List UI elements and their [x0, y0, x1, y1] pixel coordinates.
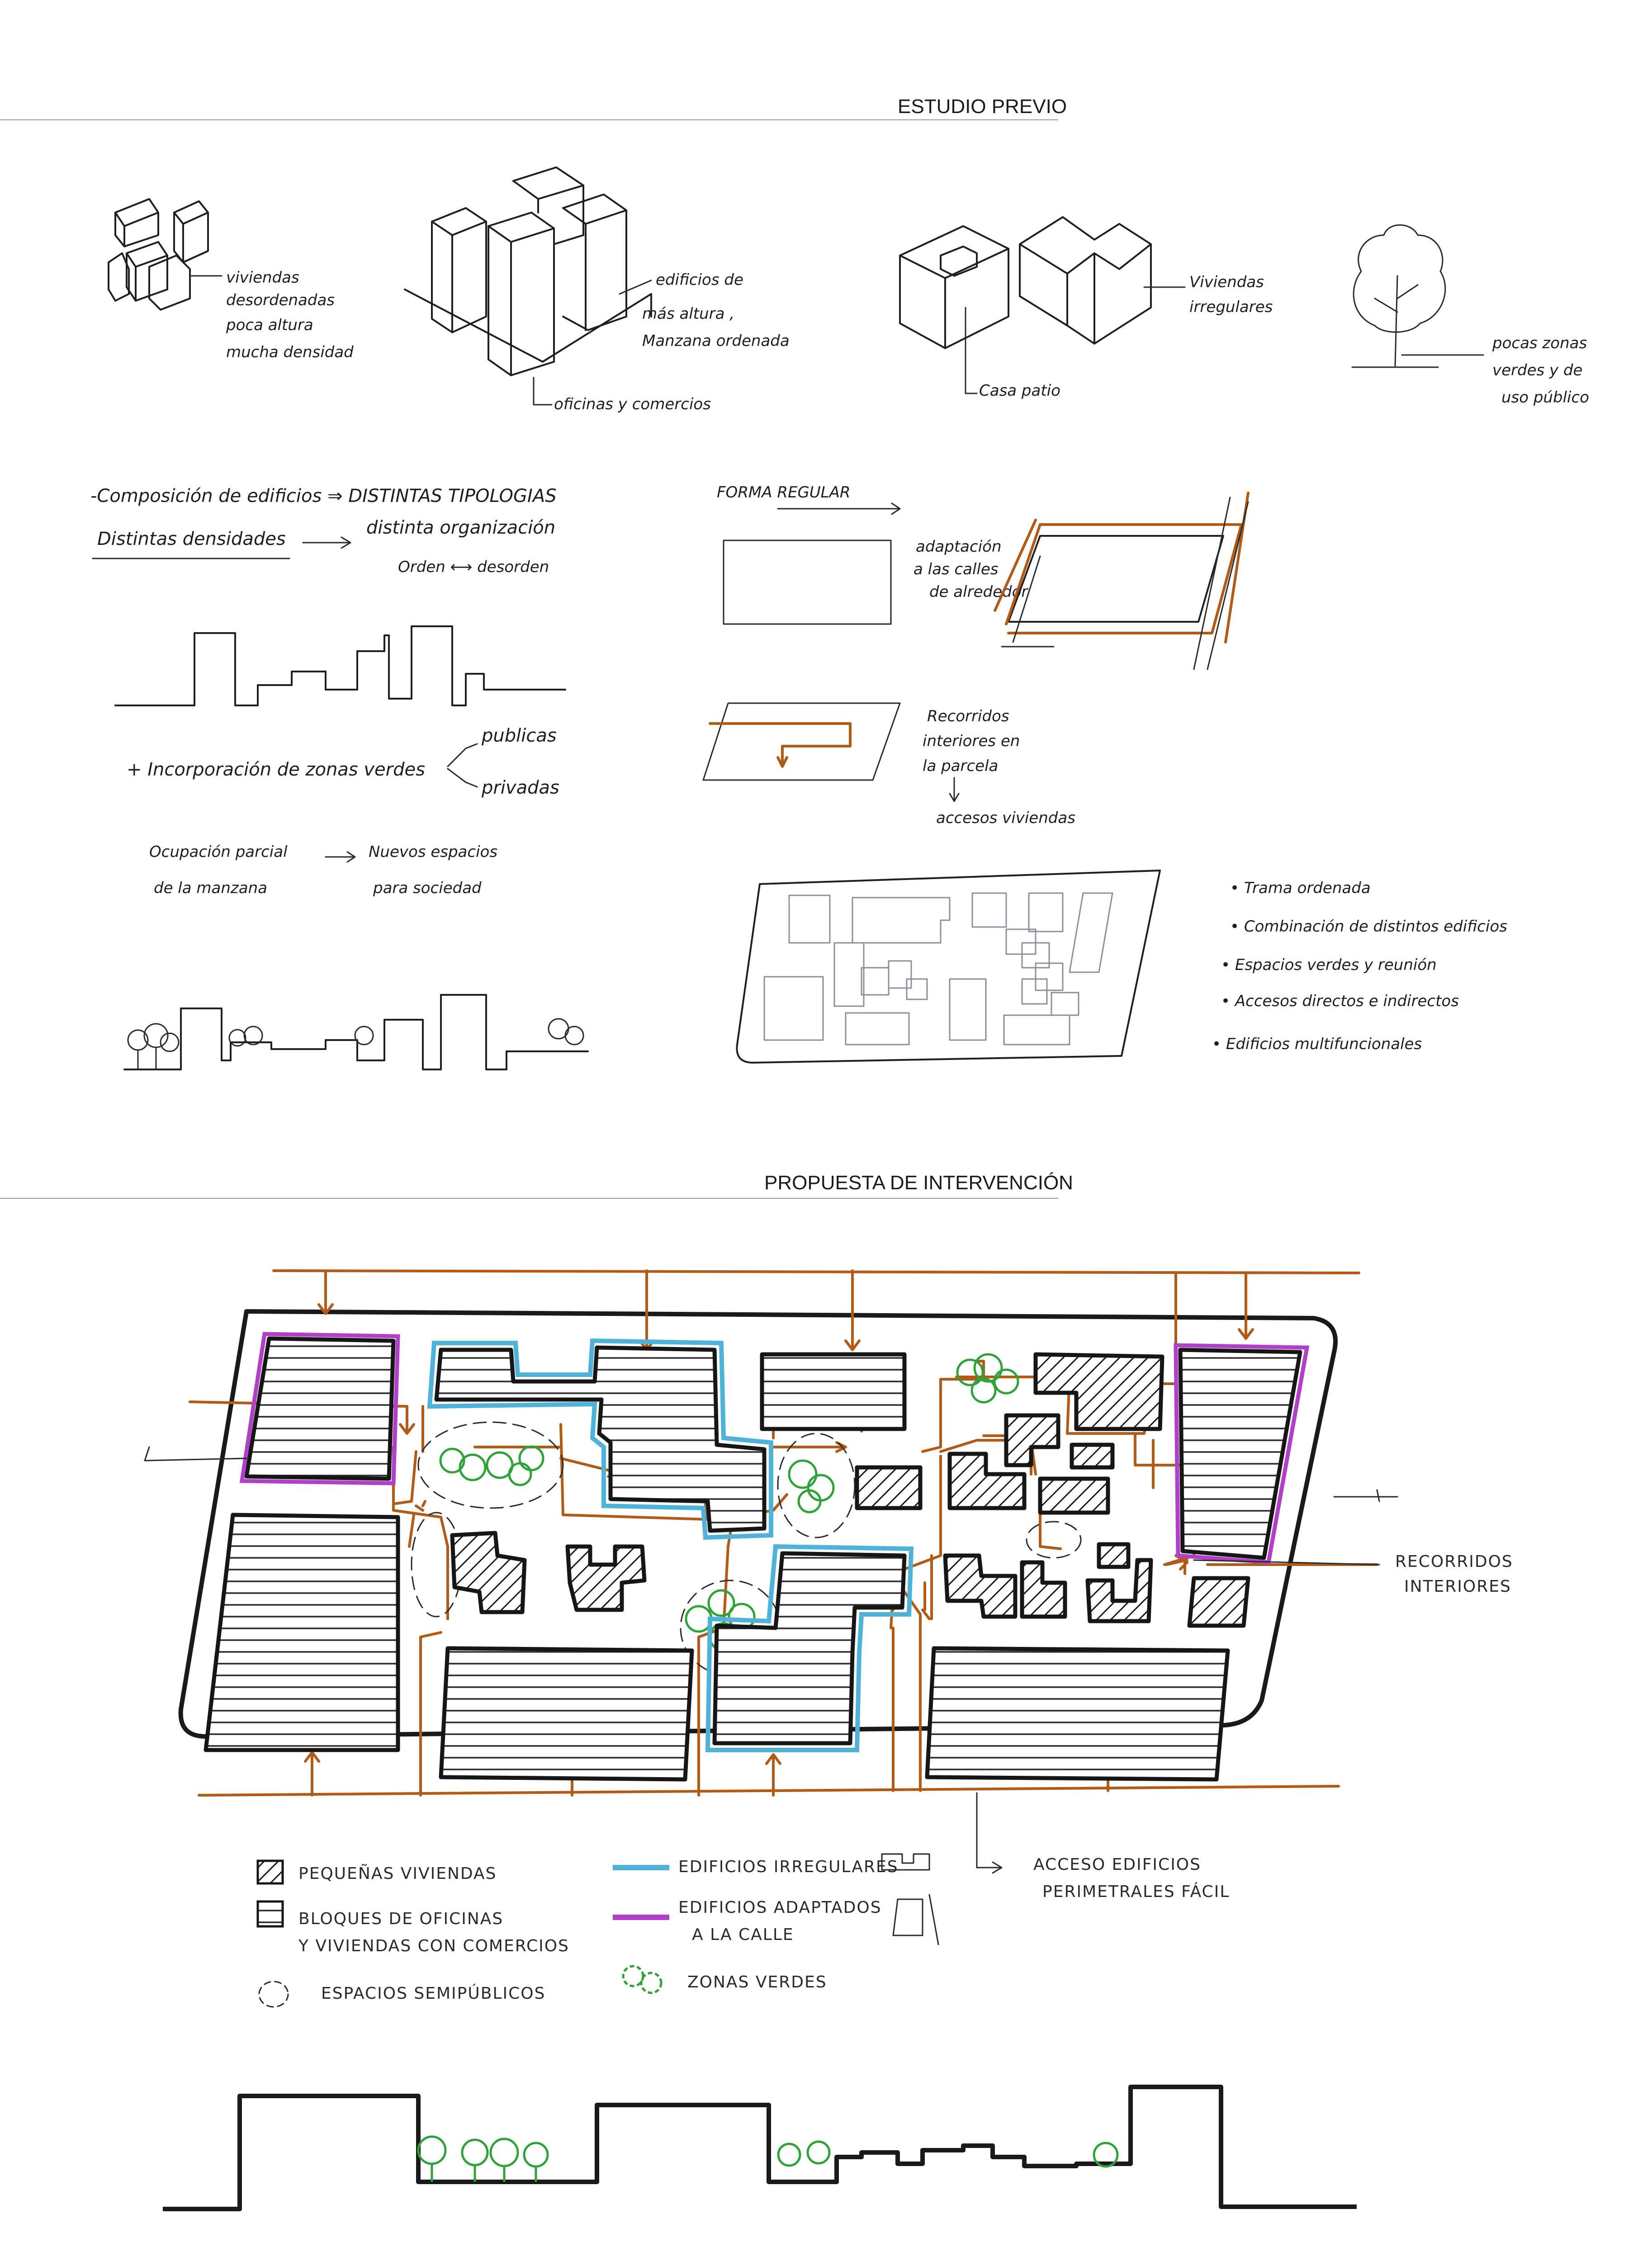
patio-house-sketch: [900, 217, 1151, 348]
svg-text:Viviendas: Viviendas: [1189, 273, 1264, 291]
svg-text:adaptación: adaptación: [916, 538, 1002, 556]
housing-cluster-sketch: [109, 199, 208, 310]
svg-text:a las calles: a las calles: [914, 560, 999, 578]
svg-text:más altura ,: más altura ,: [642, 305, 735, 323]
site-plan: [145, 1271, 1513, 1901]
legend-semipublic: [259, 1982, 545, 2007]
svg-text:para sociedad: para sociedad: [373, 879, 482, 897]
svg-text:PEQUEÑAS VIVIENDAS: PEQUEÑAS VIVIENDAS: [298, 1864, 497, 1883]
study-bullet-list: [1212, 879, 1507, 1053]
svg-text:distinta organización: distinta organización: [366, 517, 556, 538]
svg-text:poca altura: poca altura: [226, 316, 313, 334]
legend-irregular: [613, 1854, 929, 1876]
svg-text:ESPACIOS SEMIPÚBLICOS: ESPACIOS SEMIPÚBLICOS: [321, 1984, 546, 2003]
study-title: ESTUDIO PREVIO: [898, 95, 1067, 118]
study-section: [0, 95, 1589, 1069]
svg-text:Manzana ordenada: Manzana ordenada: [642, 332, 790, 350]
svg-text:la parcela: la parcela: [923, 757, 999, 775]
svg-text:interiores en: interiores en: [923, 732, 1020, 750]
skyline-sketch-2: [124, 995, 588, 1069]
regular-form-sketch: [717, 483, 1248, 669]
svg-text:EDIFICIOS ADAPTADOS: EDIFICIOS ADAPTADOS: [678, 1898, 882, 1917]
svg-text:Y VIVIENDAS CON COMERCIOS: Y VIVIENDAS CON COMERCIOS: [298, 1937, 569, 1955]
svg-text:ZONAS VERDES: ZONAS VERDES: [687, 1973, 827, 1991]
svg-text:verdes y de: verdes y de: [1492, 361, 1583, 379]
green-incorporation-notes: [127, 725, 559, 897]
tree-sketch: [1352, 225, 1589, 407]
legend-green: [623, 1966, 827, 1993]
svg-text:+ Incorporación de zonas verde: + Incorporación de zonas verdes: [127, 759, 425, 780]
svg-text:irregulares: irregulares: [1189, 298, 1273, 316]
svg-text:de la manzana: de la manzana: [154, 879, 267, 897]
bullet-1: • Trama ordenada: [1230, 879, 1371, 897]
svg-text:accesos viviendas: accesos viviendas: [936, 809, 1075, 827]
legend: [258, 1854, 938, 2007]
housing-note: [190, 269, 354, 361]
svg-text:uso público: uso público: [1501, 388, 1589, 407]
svg-text:Distintas densidades: Distintas densidades: [97, 529, 286, 549]
svg-text:ACCESO EDIFICIOS: ACCESO EDIFICIOS: [1033, 1855, 1201, 1874]
interior-routes-sketch: [703, 703, 1075, 827]
svg-text:de alrededor: de alrededor: [929, 583, 1028, 601]
proposal-title: PROPUESTA DE INTERVENCIÓN: [764, 1172, 1073, 1194]
svg-text:Orden ⟷ desorden: Orden ⟷ desorden: [398, 558, 549, 576]
towers-note: [534, 271, 790, 413]
svg-text:pocas zonas: pocas zonas: [1492, 334, 1587, 352]
svg-text:FORMA REGULAR: FORMA REGULAR: [717, 483, 851, 501]
bullet-4: • Accesos directos e indirectos: [1221, 992, 1459, 1010]
svg-text:publicas: publicas: [482, 725, 557, 746]
composition-notes: [90, 486, 557, 576]
bullet-5: • Edificios multifuncionales: [1212, 1035, 1422, 1053]
svg-text:desordenadas: desordenadas: [226, 291, 335, 309]
bullet-3: • Espacios verdes y reunión: [1221, 956, 1437, 974]
svg-text:Ocupación parcial: Ocupación parcial: [149, 843, 288, 861]
svg-text:mucha densidad: mucha densidad: [226, 343, 354, 361]
svg-text:EDIFICIOS IRREGULARES: EDIFICIOS IRREGULARES: [678, 1858, 899, 1876]
svg-text:Nuevos espacios: Nuevos espacios: [369, 843, 498, 861]
svg-text:PERIMETRALES FÁCIL: PERIMETRALES FÁCIL: [1042, 1883, 1230, 1901]
svg-text:A LA CALLE: A LA CALLE: [692, 1925, 794, 1944]
svg-text:oficinas y comercios: oficinas y comercios: [554, 395, 711, 413]
svg-text:edificios de: edificios de: [656, 271, 743, 289]
legend-adapted: [613, 1895, 938, 1944]
svg-text:BLOQUES DE OFICINAS: BLOQUES DE OFICINAS: [298, 1910, 504, 1928]
block-layout-sketch: [737, 870, 1160, 1063]
proposal-section: [0, 1172, 1513, 2209]
svg-text:privadas: privadas: [482, 777, 559, 798]
bullet-2: • Combinación de distintos edificios: [1230, 918, 1507, 936]
towers-sketch: [405, 167, 651, 375]
skyline-sketch-1: [115, 626, 565, 705]
legend-office-blocks: [258, 1902, 569, 1955]
svg-text:INTERIORES: INTERIORES: [1404, 1577, 1511, 1596]
svg-text:RECORRIDOS: RECORRIDOS: [1395, 1552, 1513, 1571]
svg-text:Recorridos: Recorridos: [927, 707, 1009, 725]
legend-small-houses: [258, 1861, 497, 1883]
svg-text:viviendas: viviendas: [226, 269, 299, 287]
proposal-skyline: [163, 2087, 1357, 2209]
patio-irregular-notes: [966, 273, 1273, 400]
svg-text:-Composición de edificios ⇒ DI: -Composición de edificios ⇒ DISTINTAS TIPOLOGIAS: [90, 486, 557, 506]
svg-text:Casa patio: Casa patio: [979, 382, 1060, 400]
